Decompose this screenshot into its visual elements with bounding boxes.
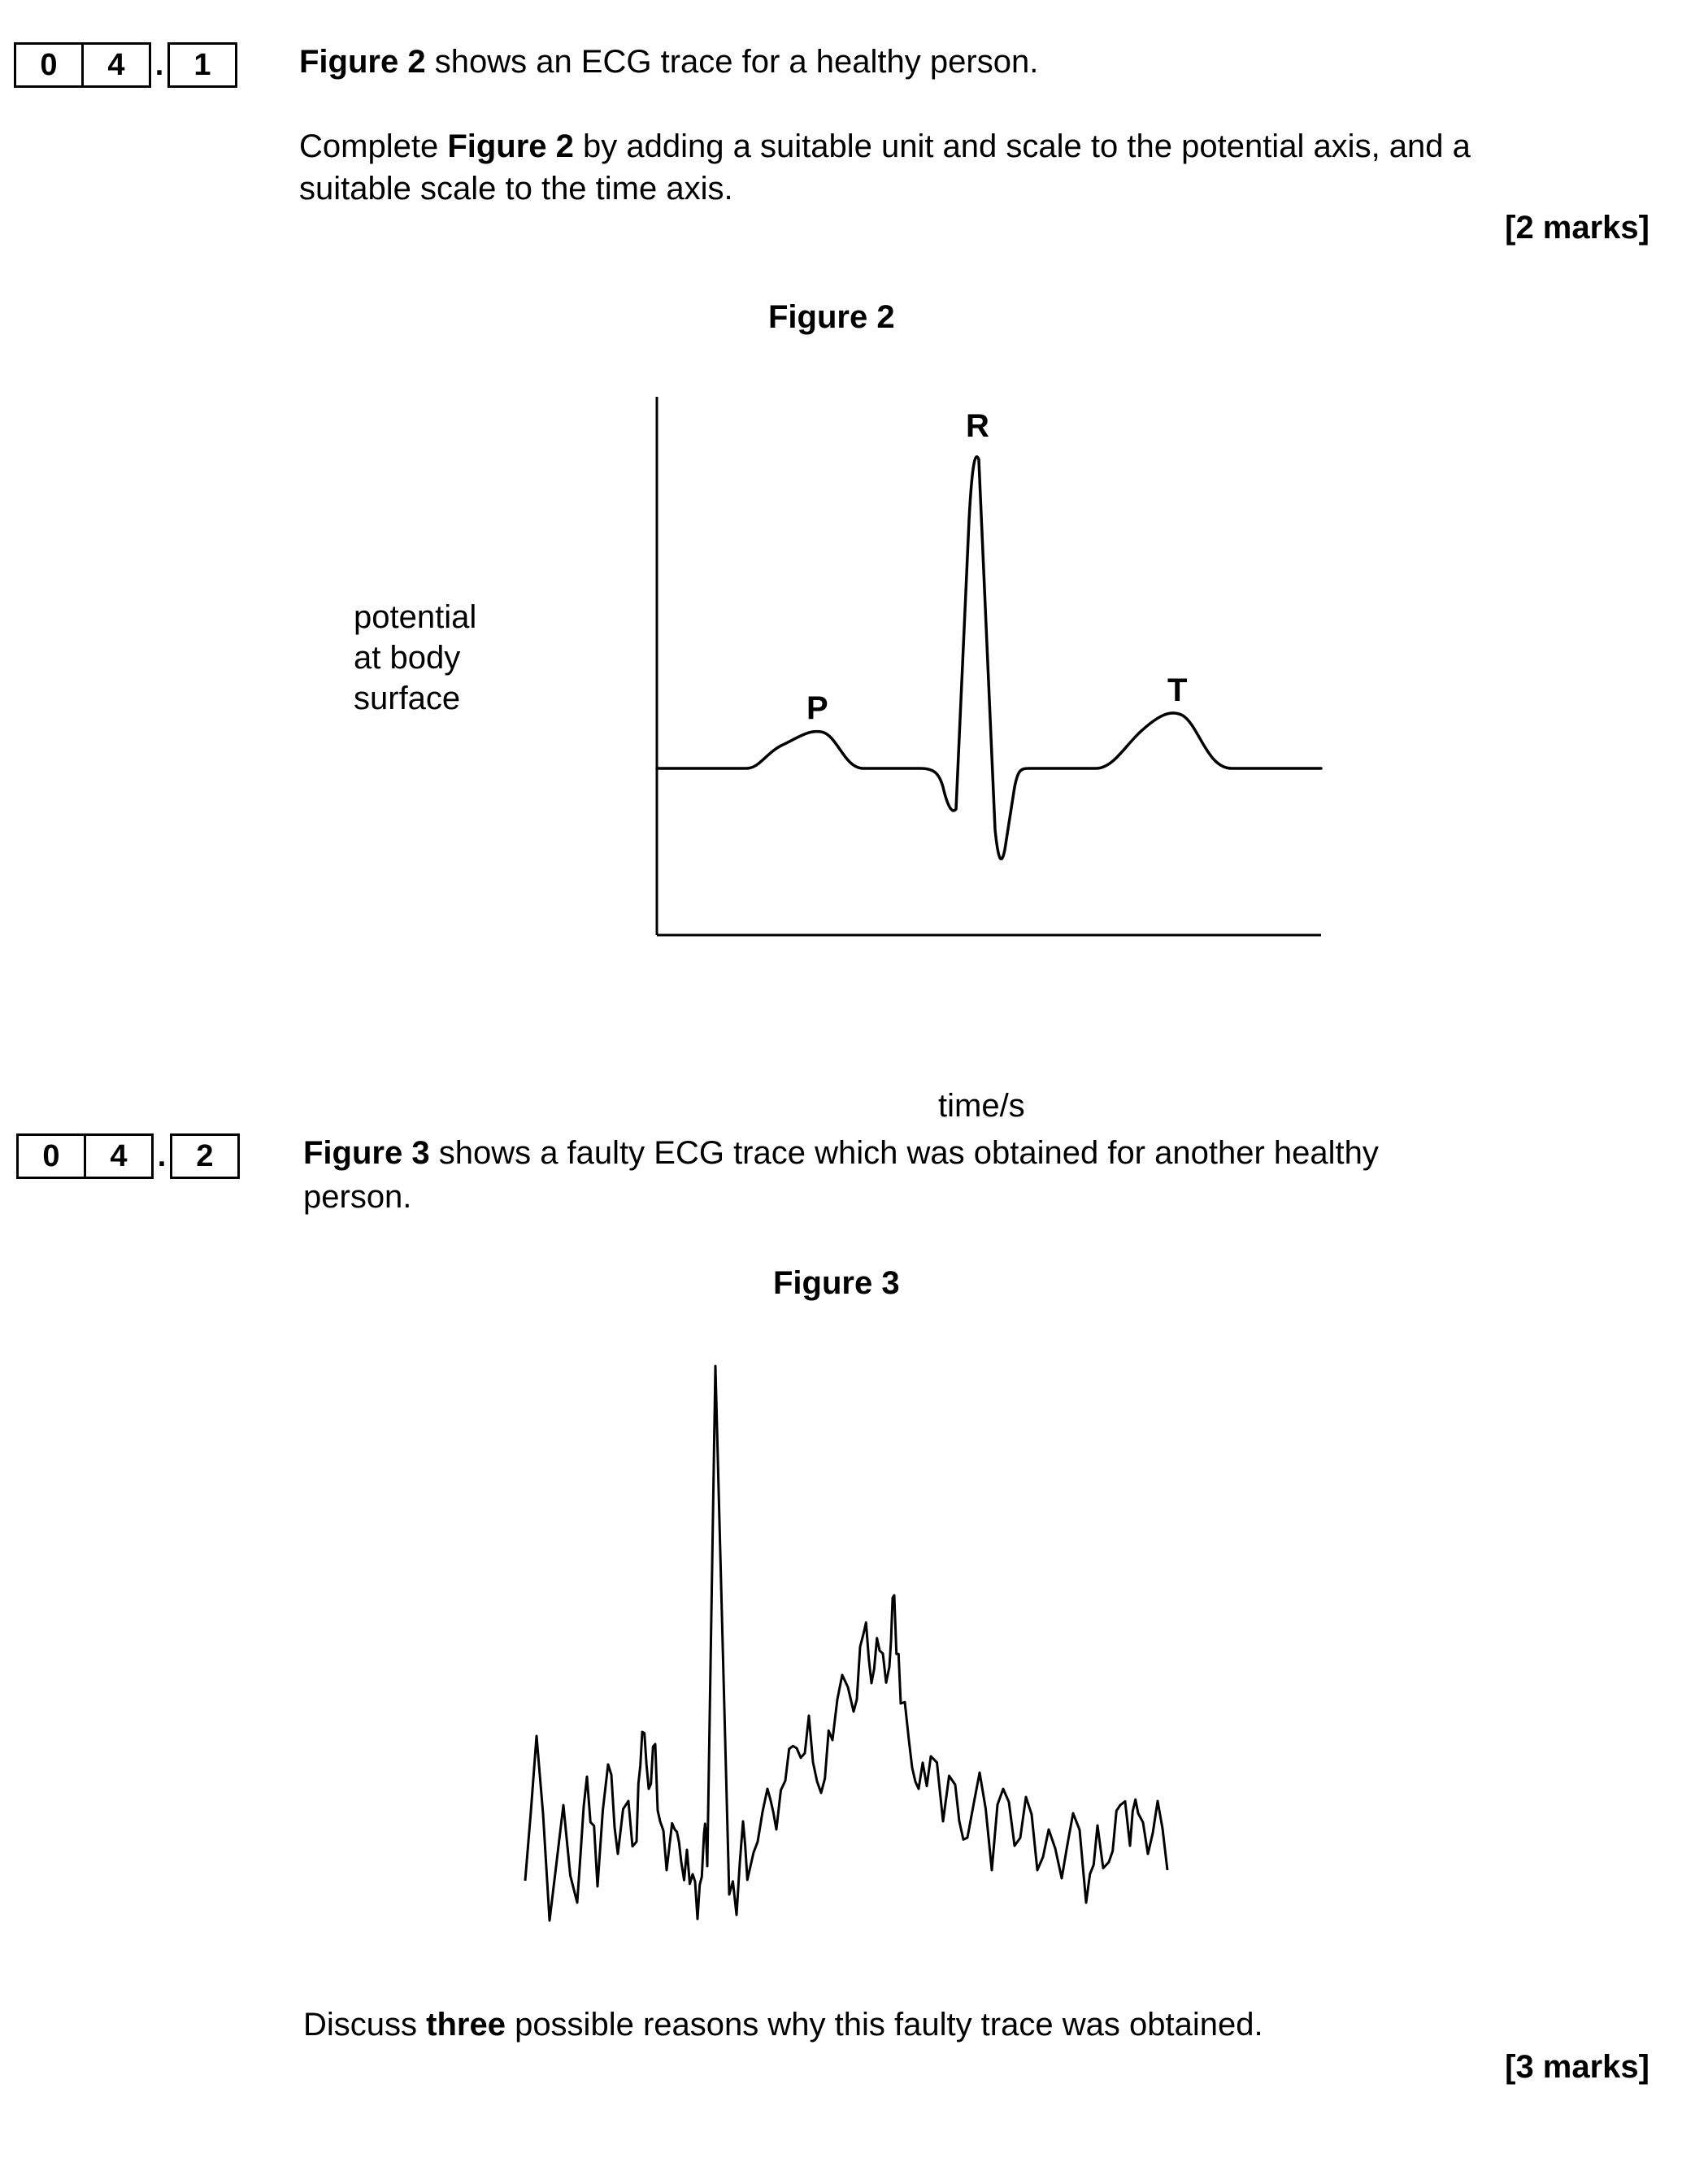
discuss-text: Discuss <box>303 2007 427 2043</box>
question-number-box-main <box>16 1133 154 1179</box>
figure-2-ecg-chart <box>0 0 1682 1057</box>
wave-label-p: P <box>806 690 828 726</box>
question-04-2-discuss <box>303 2003 1263 2046</box>
intro-text: shows an ECG trace for a healthy person. <box>425 44 1039 80</box>
question-04-2-intro-line2: person. <box>303 1179 412 1215</box>
figure-3-title: Figure 3 <box>773 1265 900 1301</box>
question-digit: 4 <box>84 1136 151 1177</box>
figure-2-title: Figure 2 <box>768 299 895 335</box>
figure-reference: Figure 2 <box>447 128 574 164</box>
question-digit: 2 <box>196 1138 214 1173</box>
question-04-1-instruction-line2: suitable scale to the time axis. <box>299 171 733 207</box>
question-number-04-2 <box>16 1133 240 1179</box>
faulty-ecg-trace <box>525 1366 1167 1921</box>
x-axis-label: time/s <box>938 1088 1025 1124</box>
question-digit: 1 <box>193 47 211 82</box>
instruction-text: by adding a suitable unit and scale to the potential axis, and a <box>573 128 1471 164</box>
figure-reference: Figure 2 <box>299 44 426 80</box>
figure-3-faulty-ecg <box>0 1301 1682 1951</box>
question-digit: 0 <box>40 47 58 82</box>
y-axis-label-line: at body <box>354 640 461 676</box>
y-axis-label-line: surface <box>354 681 461 716</box>
question-04-2-intro <box>303 1132 1379 1174</box>
question-number-box-part <box>170 1133 240 1179</box>
wave-label-t: T <box>1167 672 1188 708</box>
discuss-text: possible reasons why this faulty trace was obtained. <box>505 2007 1263 2043</box>
instruction-text: Complete <box>299 128 448 164</box>
question-number-dot: . <box>154 47 164 82</box>
wave-label-r: R <box>966 408 989 444</box>
question-digit: 0 <box>42 1138 60 1173</box>
y-axis-label-line: potential <box>354 599 477 635</box>
intro-text: shows a faulty ECG trace which was obtained for another healthy <box>429 1135 1379 1171</box>
figure-reference: Figure 3 <box>303 1135 430 1171</box>
question-number-dot: . <box>157 1138 167 1173</box>
marks-label: [3 marks] <box>1505 2049 1649 2085</box>
emphasis-word: three <box>426 2007 506 2043</box>
question-digit: 4 <box>81 45 149 85</box>
ecg-trace <box>657 457 1321 859</box>
marks-label: [2 marks] <box>1505 210 1649 246</box>
